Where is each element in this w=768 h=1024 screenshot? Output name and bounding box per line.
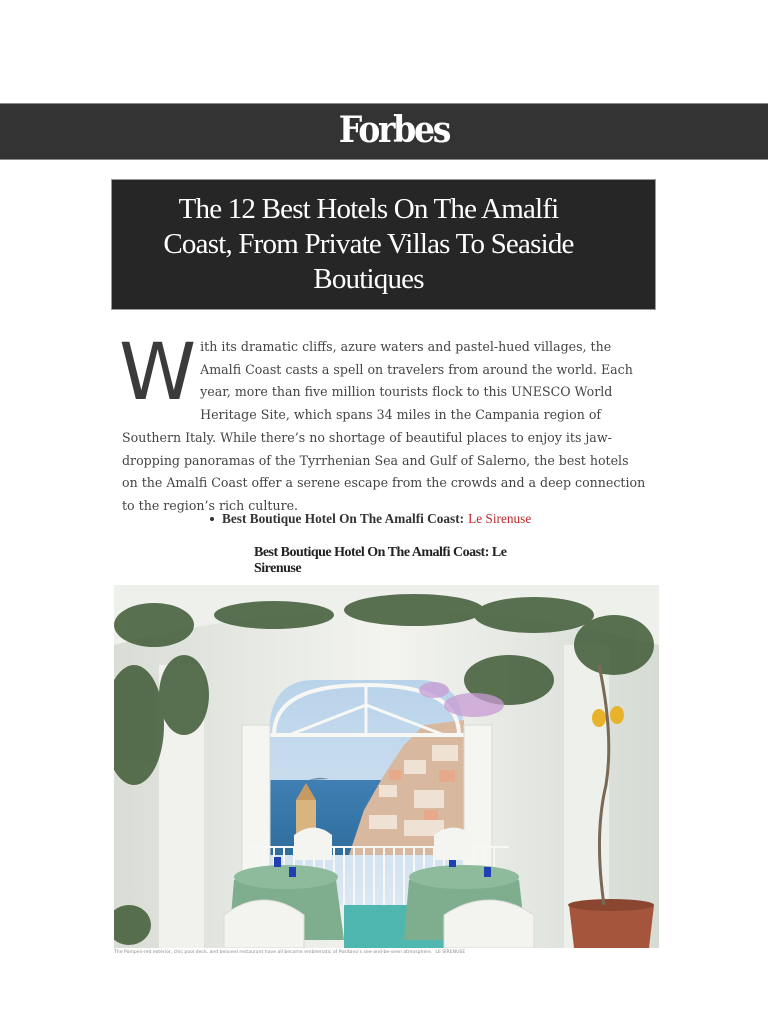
toc-link-le-sirenuse[interactable]: Le Sirenuse [468,511,532,526]
bullet-icon [210,517,214,521]
masthead [0,103,768,160]
caption-text: The Pompeii-red exterior, chic pool deck, and beloved restaurant have all become emblematic of Positano’s see-and-be-seen atmosphere. [114,950,433,955]
article-title: The 12 Best Hotels On The Amalfi Coast, From Private Villas To Seaside Boutiques [163,193,574,295]
photo-caption [114,950,659,955]
dropcap: W [119,328,193,418]
section-heading: Best Boutique Hotel On The Amalfi Coast: Le Sirenuse [254,545,507,576]
article-title-banner [111,179,656,310]
photo-credit: LE SIRENUSE [435,950,466,955]
intro-paragraph: ith its dramatic cliffs, azure waters and pastel-hued villages, the Amalfi Coast casts a spell on travelers from around the world. Each year, more than five million tourists flock to this UNESCO World Heritage Site, which spans 34 miles in the Campania region of Southern Italy. While there’s no shortage of beautiful places to enjoy its jaw-dropping panoramas of the Tyrrhenian Sea and Gulf of Salerno, the best hotels on the Amalfi Coast offer a serene escape from the crowds and a deep connection to the region’s rich culture. [122,339,646,513]
article-intro [119,328,646,518]
table-of-contents [210,511,531,527]
terrace-photo-illustration [114,585,659,948]
forbes-logo[interactable]: Forbes [338,108,450,151]
toc-item [210,511,531,527]
toc-item-label: Best Boutique Hotel On The Amalfi Coast: [222,511,465,526]
hotel-photo [114,585,659,948]
